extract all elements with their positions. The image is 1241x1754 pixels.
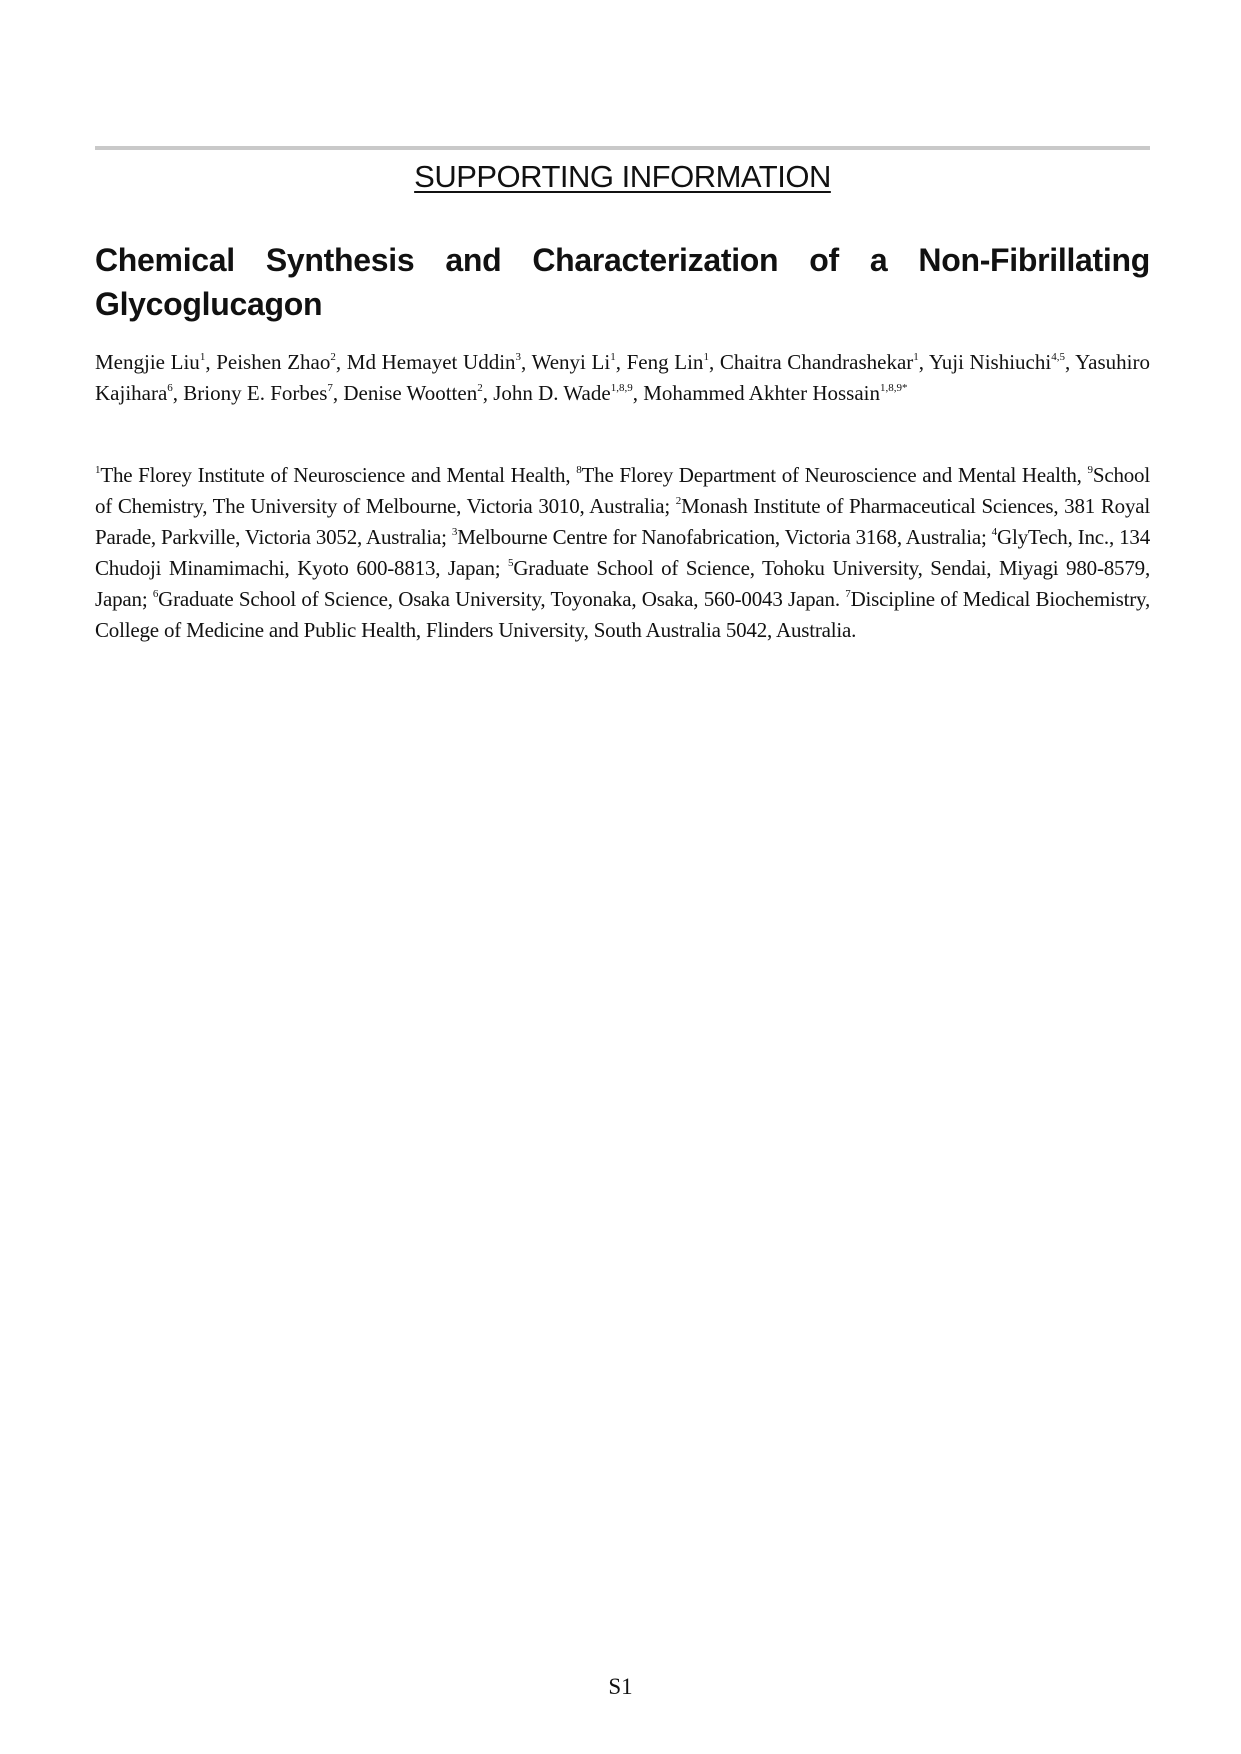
affiliation-marker: 5 [508, 557, 514, 569]
affiliation-marker: 4 [991, 526, 997, 538]
paper-title: Chemical Synthesis and Characterization of a Non-Fibrillating Glycoglucagon [95, 242, 1150, 322]
affiliation-text: GlyTech, Inc., 134 Chudoji Minamimachi, Kyoto 600-8813, Japan; [95, 525, 1150, 580]
affiliation-text: Graduate School of Science, Osaka University, Toyonaka, Osaka, 560-0043 Japan. [158, 587, 846, 611]
author-name: Yuji Nishiuchi [928, 350, 1052, 374]
affiliation-marker: 2 [675, 495, 682, 507]
affiliation-marker: 7 [845, 588, 851, 600]
affiliation-text: The Florey Department of Neuroscience and Mental Health, [581, 463, 1088, 487]
author-affiliation-marker: 1 [703, 351, 709, 363]
author-affiliation-marker: 2 [330, 351, 336, 363]
author-affiliation-marker: 3 [515, 351, 522, 363]
author-name: Chaitra Chandrashekar [719, 350, 914, 374]
affiliation-marker: 1 [95, 464, 101, 476]
affiliation-text: School of Chemistry, The University of Melbourne, Victoria 3010, Australia; [95, 463, 1150, 518]
author-affiliation-marker: 6 [167, 382, 173, 394]
affiliation-marker: 3 [451, 526, 458, 538]
affiliation-marker: 9 [1087, 464, 1093, 476]
author-affiliation-marker: 1 [199, 351, 206, 363]
author-name: Mengjie Liu [95, 350, 200, 374]
author-affiliation-marker: 1 [913, 351, 919, 363]
affiliation-list [95, 460, 1150, 646]
affiliation-text: Monash Institute of Pharmaceutical Sciences, 381 Royal Parade, Parkville, Victoria 3052, Australia; [95, 494, 1151, 549]
page-number: S1 [608, 1674, 633, 1699]
affiliation-marker: 8 [576, 464, 582, 476]
affiliation-text: Melbourne Centre for Nanofabrication, Victoria 3168, Australia; [457, 525, 992, 549]
supporting-information-heading: SUPPORTING INFORMATION [414, 159, 831, 194]
header-rule [95, 146, 1150, 150]
author-name: Briony E. Forbes [183, 381, 328, 405]
author-name: John D. Wade [493, 381, 611, 405]
affiliation-text: Graduate School of Science, Tohoku University, Sendai, Miyagi 980-8579, Japan; [95, 556, 1150, 611]
author-affiliation-marker: 4,5 [1051, 351, 1065, 363]
affiliation-marker: 6 [152, 588, 159, 600]
author-name: Md Hemayet Uddin [346, 350, 516, 374]
author-list: Mengjie Liu$^1$, Peishen Zhao$^2$, Md Hemayet Uddin$^3$, Wenyi Li$^1$, Feng Lin$^1$, Chaitra Chandrashekar$^1$, Yuji Nishiuchi$^{4,5}$, Yasuhiro Kajihara$^6$, Briony E. Forbes$^7$, Denise Wootten$^2$, John D. Wade$^{1,8,9}$, Mohammed Akhter Hossain$^{1,8,9*}$ [95, 350, 1150, 405]
author-name: Peishen Zhao [216, 350, 331, 374]
author-name: Yasuhiro Kajihara [95, 350, 1150, 405]
author-affiliation-marker: 7 [327, 382, 333, 394]
author-name: Denise Wootten [343, 381, 478, 405]
author-affiliation-marker: 1,8,9* [880, 382, 908, 394]
author-affiliation-marker: 1,8,9 [610, 382, 633, 394]
affiliation-text: The Florey Institute of Neuroscience and Mental Health, [100, 463, 577, 487]
affiliation-text: Discipline of Medical Biochemistry, College of Medicine and Public Health, Flinders University, South Australia 5042, Australia. [95, 587, 1150, 642]
author-name: Mohammed Akhter Hossain [643, 381, 881, 405]
author-affiliation-marker: 2 [477, 382, 483, 394]
author-name: Feng Lin [626, 350, 704, 374]
author-name: Wenyi Li [531, 350, 611, 374]
author-affiliation-marker: 1 [610, 351, 616, 363]
